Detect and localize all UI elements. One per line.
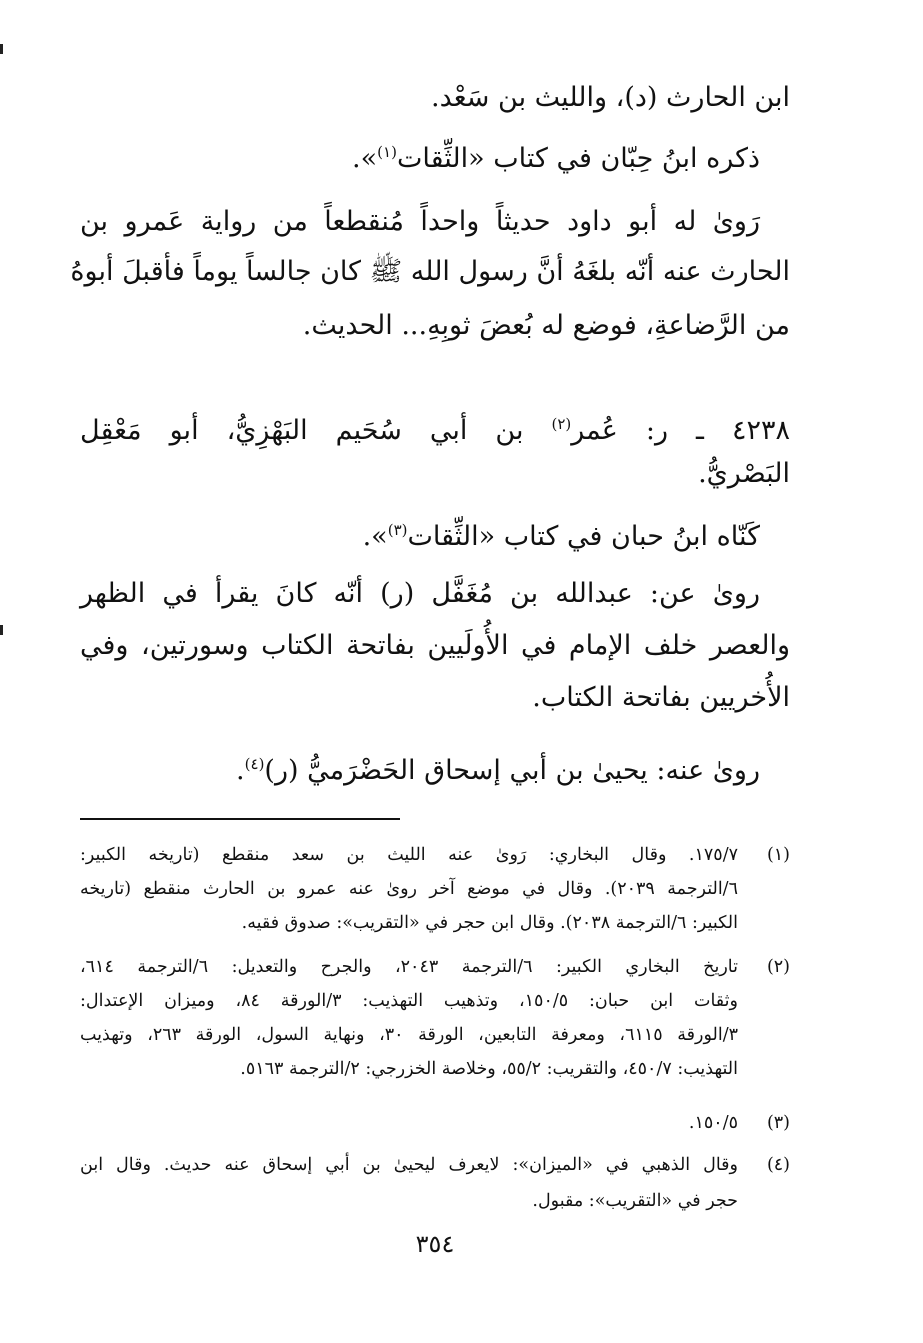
footnote-4-number: (٤) (766, 1155, 790, 1175)
body-line-3: رَوىٰ له أبو داود حديثاً واحداً مُنقطعاً من رواية عَمرو بن (80, 206, 760, 237)
footnote-2-text-1: تاريخ البخاري الكبير: ٦/الترجمة ٢٠٤٣، والجرح والتعديل: ٦/الترجمة ٦١٤، (80, 957, 738, 977)
footnote-3-number: (٣) (766, 1113, 790, 1133)
entry-number-name: ٤٢٣٨ ـ ر: عُمر (571, 415, 790, 446)
footnote-2-line-2 (80, 984, 790, 1018)
footnote-ref-3: (٣) (387, 521, 408, 539)
body-line-1: ابن الحارث (د)، والليث بن سَعْد. (431, 82, 790, 113)
footnote-1-text-3: الكبير: ٦/الترجمة ٢٠٣٨). وقال ابن حجر في «التقريب»: صدوق فقيه. (241, 913, 738, 933)
body-line-12-period: . (236, 755, 245, 786)
footnote-1-text-2: ٦/الترجمة ٢٠٣٩). وقال في موضع آخر روىٰ عنه عمرو بن الحارث منقطع (تاريخه (80, 879, 738, 899)
body-line-2-text: ذكره ابنُ حِبّان في كتاب «الثِّقات (396, 143, 760, 174)
footnote-2-line-4 (80, 1052, 790, 1086)
footnote-ref-2: (٢) (551, 415, 572, 433)
document-page (70, 60, 790, 1320)
footnote-4-line-1 (80, 1148, 790, 1182)
entry-name-tail: بن أبي سُحَيم البَهْزِيُّ، أبو مَعْقِل (80, 415, 524, 446)
body-line-2 (80, 132, 760, 179)
body-line-8-text: كَنّاه ابنُ حبان في كتاب «الثِّقات (407, 521, 760, 552)
page-number: ٣٥٤ (415, 1230, 455, 1258)
footnote-2-number: (٢) (766, 957, 790, 977)
margin-mark-middle (0, 625, 3, 635)
footnote-ref-4: (٤) (244, 755, 265, 773)
footnote-2-text-2: وثقات ابن حبان: ١٥٠/٥، وتذهيب التهذيب: ٣/الورقة ٨٤، وميزان الإعتدال: (80, 991, 738, 1011)
margin-mark-top (0, 44, 3, 54)
footnote-3-text-1: ١٥٠/٥. (688, 1113, 738, 1133)
footnote-1-number: (١) (766, 845, 790, 865)
footnote-ref-1: (١) (377, 143, 397, 161)
body-line-12-text: روىٰ عنه: يحيىٰ بن أبي إسحاق الحَضْرَميُّ (ر) (264, 755, 760, 786)
body-line-9: روىٰ عن: عبدالله بن مُغَفَّل (ر) أنّه كانَ يقرأ في الظهر (80, 578, 760, 609)
body-line-8 (80, 510, 760, 557)
footnote-2-line-1 (80, 950, 790, 984)
body-line-10: والعصر خلف الإمام في الأُولَيين بفاتحة الكتاب وسورتين، وفي (80, 630, 790, 661)
footnote-1-text-1: ١٧٥/٧. وقال البخاري: رَوىٰ عنه الليث بن سعد منقطع (تاريخه الكبير: (80, 845, 738, 865)
body-line-8-closing: ». (362, 521, 388, 552)
footnote-1-line-3 (80, 906, 790, 940)
footnote-2-line-3 (80, 1018, 790, 1052)
footnote-1-line-1 (80, 838, 790, 872)
footnote-separator (80, 818, 400, 820)
body-line-12 (80, 744, 760, 791)
body-line-4: الحارث عنه أنّه بلغَهُ أنَّ رسول الله ﷺ كان جالساً يوماً فأقبلَ أبوهُ (70, 256, 790, 287)
body-line-5: من الرَّضاعةِ، فوضع له بُعضَ ثوبِهِ... الحديث. (302, 310, 790, 341)
footnote-4-line-2 (80, 1184, 790, 1218)
footnote-1-line-2 (80, 872, 790, 906)
footnote-3-line-1 (80, 1106, 790, 1140)
entry-heading-line (80, 404, 790, 451)
footnote-2-text-3: ٣/الورقة ٦١١٥، ومعرفة التابعين، الورقة ٣٠، ونهاية السول، الورقة ٢٦٣، وتهذيب (80, 1025, 739, 1045)
footnote-2-text-4: التهذيب: ٤٥٠/٧، والتقريب: ٥٥/٢، وخلاصة الخزرجي: ٢/الترجمة ٥١٦٣. (240, 1059, 738, 1079)
body-line-7: البَصْريُّ. (698, 458, 790, 489)
footnote-4-text-2: حجر في «التقريب»: مقبول. (532, 1191, 738, 1211)
body-line-2-closing: ». (352, 143, 378, 174)
footnote-4-text-1: وقال الذهبي في «الميزان»: لايعرف ليحيىٰ بن أبي إسحاق عنه حديث. وقال ابن (80, 1155, 738, 1175)
body-line-11: الأُخريين بفاتحة الكتاب. (532, 682, 790, 713)
